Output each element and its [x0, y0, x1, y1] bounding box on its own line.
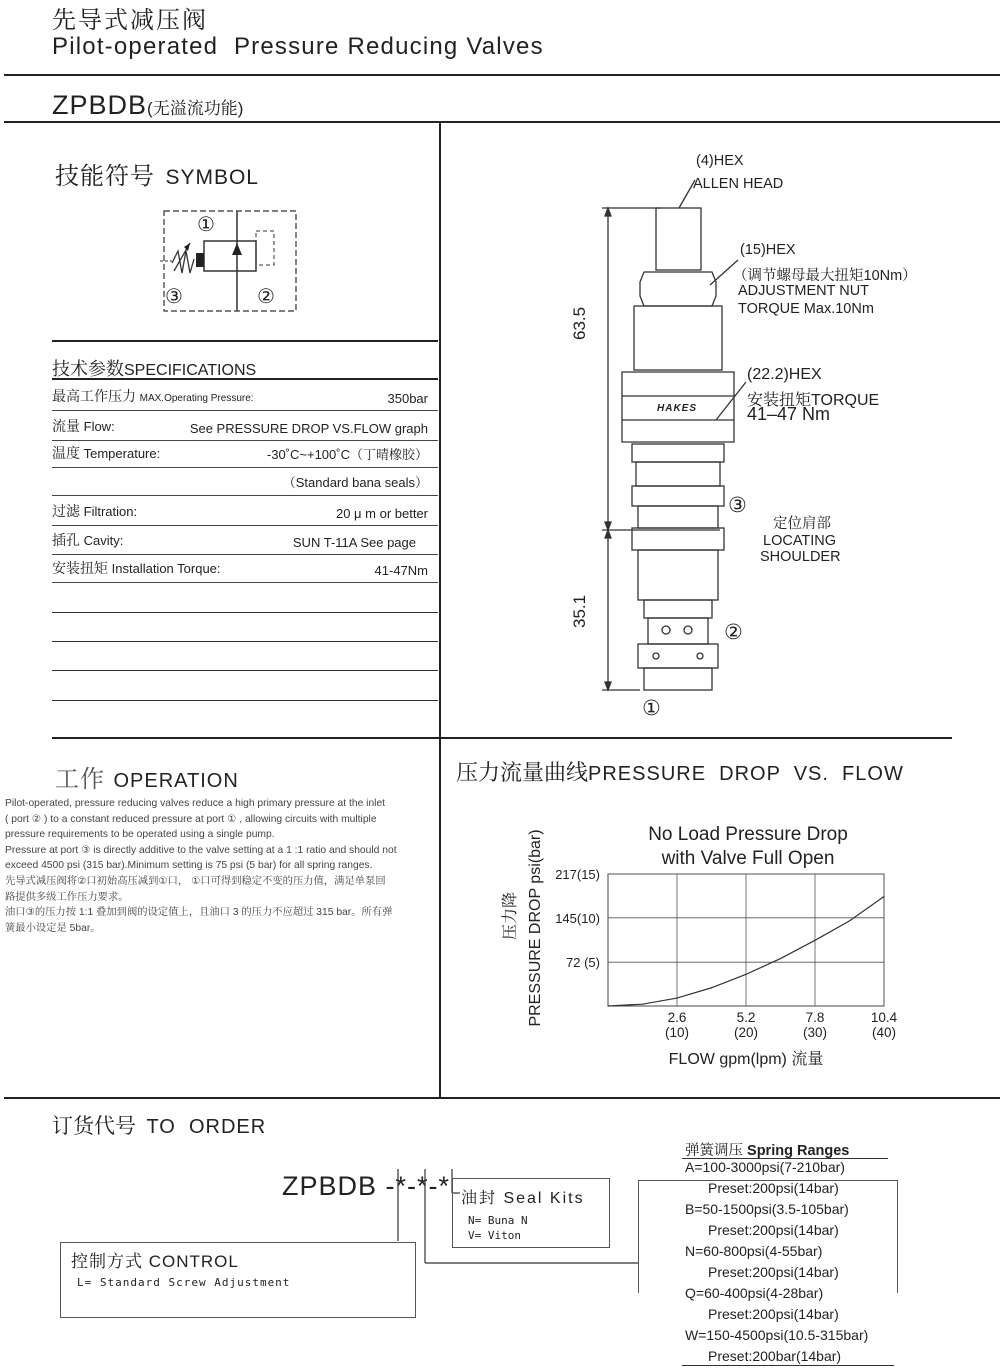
order-heading-en: TO ORDER	[146, 1116, 267, 1138]
spec-row-seals	[52, 469, 438, 496]
spec-value: See PRESSURE DROP VS.FLOW graph	[189, 421, 428, 436]
chart-heading	[456, 756, 904, 787]
order-code-suffix: -*-*-*	[377, 1171, 451, 1201]
label-locating: LOCATING	[763, 533, 837, 549]
spec-label-en: MAX.Operating Pressure:	[139, 393, 254, 404]
spec-row-torque	[52, 556, 438, 583]
chart-heading-cn: 压力流量曲线	[456, 760, 589, 785]
spring-preset-a: Preset:200psi(14bar)	[708, 1180, 839, 1196]
spec-label-en: Cavity:	[83, 533, 124, 548]
operation-line: Pilot-operated, pressure reducing valves reduce a high primary pressure at the inlet	[5, 798, 386, 809]
label-hex-22: (22.2)HEX	[747, 366, 822, 383]
spring-range-q: Q=60-400psi(4-28bar)	[685, 1285, 824, 1301]
x-tick-sub-0: (10)	[664, 1025, 690, 1040]
spring-list	[685, 1157, 900, 1367]
operation-heading-en: OPERATION	[113, 770, 239, 792]
valve-brand: HAKES	[657, 403, 698, 414]
spec-row-max-pressure	[52, 384, 438, 411]
control-box	[60, 1242, 416, 1318]
order-code-model: ZPBDB	[282, 1171, 378, 1201]
spec-blank-rule	[52, 612, 438, 613]
spec-row-temperature	[52, 441, 438, 468]
spec-row-filtration	[52, 499, 438, 526]
spring-preset-b: Preset:200psi(14bar)	[708, 1222, 839, 1238]
operation-heading-cn: 工作	[55, 766, 105, 793]
y-axis-label: PRESSURE DROP psi(bar)	[527, 829, 544, 1027]
series-point-0-8	[883, 896, 884, 897]
label-adjustment-nut: ADJUSTMENT NUT	[738, 283, 870, 299]
spec-heading-en: SPECIFICATIONS	[124, 362, 257, 379]
chart-heading-en: PRESSURE DROP VS. FLOW	[588, 763, 904, 785]
label-adj-torque: TORQUE Max.10Nm	[738, 301, 874, 317]
spec-label: 插孔	[52, 532, 80, 548]
operation-line: Pressure at port ③ is directly additive to the valve setting at a 1 :1 ratio and should not	[5, 844, 397, 856]
spring-range-n: N=60-800psi(4-55bar)	[685, 1243, 823, 1259]
seal-v: V= Viton	[468, 1229, 521, 1242]
drawing-port-1: ①	[642, 697, 661, 720]
x-tick-label-1: 5.2	[736, 1010, 756, 1025]
operation-text	[5, 796, 435, 936]
spring-title-cn: 弹簧调压	[685, 1143, 743, 1159]
operation-line: 先导式减压阀将②口初始高压减到①口， ①口可得到稳定不变的压力值，满足单泵回	[5, 875, 386, 887]
order-top-rule	[4, 1097, 1000, 1099]
operation-line: 油口③的压力按 1:1 叠加到阀的设定值上，且油口 3 的压力不应超过 315 bar。所有弹	[5, 907, 393, 919]
x-tick-sub-3: (40)	[871, 1025, 897, 1040]
label-hex-4: (4)HEX	[696, 153, 744, 169]
spec-value: 41-47Nm	[374, 563, 428, 578]
seal-kit-title: 油封 Seal Kits	[461, 1190, 585, 1207]
spec-label-en: Installation Torque:	[111, 561, 221, 576]
spec-label: 过滤	[52, 503, 80, 519]
control-title: 控制方式 CONTROL	[71, 1252, 239, 1271]
label-torque-cn: 安装扭矩	[747, 392, 812, 409]
chart-subtitle: with Valve Full Open	[661, 848, 835, 869]
spec-blank-rule	[52, 641, 438, 642]
label-shoulder: SHOULDER	[760, 549, 841, 565]
spec-value: （Standard bana seals）	[282, 475, 428, 490]
chart-top-rule	[440, 737, 952, 739]
seal-kit-box	[452, 1178, 610, 1248]
symbol-port-3: ③	[165, 286, 183, 308]
x-tick-label-3: 10.4	[870, 1010, 898, 1025]
dimension-63-5: 63.5	[570, 306, 589, 340]
spec-value: -30˚C~+100˚C（丁晴橡胶）	[266, 447, 428, 462]
spring-preset-q: Preset:200psi(14bar)	[708, 1306, 839, 1322]
x-tick-sub-2: (30)	[802, 1025, 828, 1040]
spec-label: 最高工作压力	[52, 388, 136, 404]
spec-heading-cn: 技术参数	[52, 359, 124, 379]
spec-row-flow	[52, 414, 438, 441]
symbol-port-2: ②	[257, 286, 275, 308]
label-locating-cn: 定位肩部	[773, 516, 831, 532]
operation-line: 簧最小设定是 5bar。	[5, 922, 101, 934]
order-heading-cn: 订货代号	[52, 1115, 136, 1138]
label-hex-15: (15)HEX	[740, 242, 796, 258]
label-torque-value: 41–47 Nm	[747, 404, 831, 424]
label-adj-cn: （调节螺母最大扭矩10Nm）	[733, 268, 917, 284]
pressure-flow-chart	[440, 810, 950, 1080]
series-point-0-1	[642, 1004, 643, 1005]
symbol-heading	[55, 156, 259, 191]
order-heading	[52, 1110, 266, 1140]
spec-label: 温度	[52, 445, 80, 461]
series-point-0-4	[745, 974, 746, 975]
label-allen-head: ALLEN HEAD	[693, 176, 784, 192]
operation-heading	[55, 759, 239, 794]
y-tick-label-0: 72 (5)	[566, 955, 600, 971]
operation-line: pressure requirements to be operated using a single pump.	[5, 829, 275, 841]
spring-bottom-rule	[682, 1365, 894, 1366]
model-heading	[52, 90, 243, 121]
spring-title-en: Spring Ranges	[747, 1143, 850, 1159]
x-tick-label-0: 2.6	[667, 1010, 687, 1025]
symbol-port-1: ①	[197, 214, 215, 236]
series-point-0-0	[607, 1005, 608, 1006]
control-l: L= Standard Screw Adjustment	[77, 1276, 291, 1289]
series-point-0-5	[780, 958, 781, 959]
symbol-heading-cn: 技能符号	[55, 163, 155, 190]
model-note: (无溢流功能)	[147, 99, 244, 118]
spring-range-a: A=100-3000psi(7-210bar)	[685, 1159, 845, 1175]
spec-row-cavity	[52, 528, 438, 555]
spec-label-en: Flow:	[83, 419, 115, 434]
spec-blank-rule	[52, 700, 438, 701]
model-rule	[4, 121, 1000, 123]
symbol-heading-en: SYMBOL	[165, 166, 259, 189]
spring-preset-w: Preset:200bar(14bar)	[708, 1348, 842, 1364]
title-cn: 先导式减压阀	[52, 7, 208, 34]
label-torque-en: TORQUE	[811, 392, 880, 409]
spec-heading-rule	[52, 378, 438, 380]
model-code: ZPBDB	[52, 90, 148, 120]
series-point-0-2	[676, 997, 677, 998]
operation-line: ( port ② ) to a constant reduced pressure at port ① , allowing circuits with multiple	[5, 813, 377, 825]
spec-top-rule	[52, 340, 438, 342]
spring-range-b: B=50-1500psi(3.5-105bar)	[685, 1201, 849, 1217]
dimension-35-1: 35.1	[570, 594, 589, 628]
spec-value: 350bar	[387, 391, 428, 406]
operation-line: 路提供多级工作压力要求。	[5, 891, 129, 903]
series-point-0-3	[711, 987, 712, 988]
chart-title: No Load Pressure Drop	[648, 824, 848, 845]
series-point-0-6	[814, 940, 815, 941]
series-point-0-7	[849, 920, 850, 921]
spring-preset-n: Preset:200psi(14bar)	[708, 1264, 839, 1280]
spring-range-w: W=150-4500psi(10.5-315bar)	[685, 1327, 869, 1343]
seal-n: N= Buna N	[468, 1214, 528, 1227]
x-tick-label-2: 7.8	[805, 1010, 825, 1025]
x-tick-sub-1: (20)	[733, 1025, 759, 1040]
spec-label-en: Filtration:	[83, 504, 138, 519]
spec-label: 流量	[52, 418, 80, 434]
y-tick-label-1: 145(10)	[555, 910, 600, 926]
valve-drawing	[560, 150, 820, 720]
y-tick-label-2: 217(15)	[555, 867, 600, 882]
drawing-port-2: ②	[724, 621, 743, 644]
header-rule	[4, 74, 1000, 76]
spec-value: 20 μ m or better	[335, 506, 428, 521]
y-axis-label-cn: 压力降	[502, 891, 519, 941]
spec-blank-rule	[52, 670, 438, 671]
title-en: Pilot-operated Pressure Reducing Valves	[52, 33, 544, 60]
spec-value: SUN T-11A See page	[292, 535, 416, 550]
spec-label-en: Temperature:	[83, 446, 161, 461]
operation-top-rule	[52, 737, 440, 739]
drawing-port-3: ③	[728, 494, 747, 517]
spec-label: 安装扭矩	[52, 560, 108, 576]
operation-line: exceed 4500 psi (315 bar).Minimum setting is 75 psi (5 bar) for all spring ranges.	[5, 860, 373, 872]
x-axis-label: FLOW gpm(lpm) 流量	[668, 1051, 824, 1068]
